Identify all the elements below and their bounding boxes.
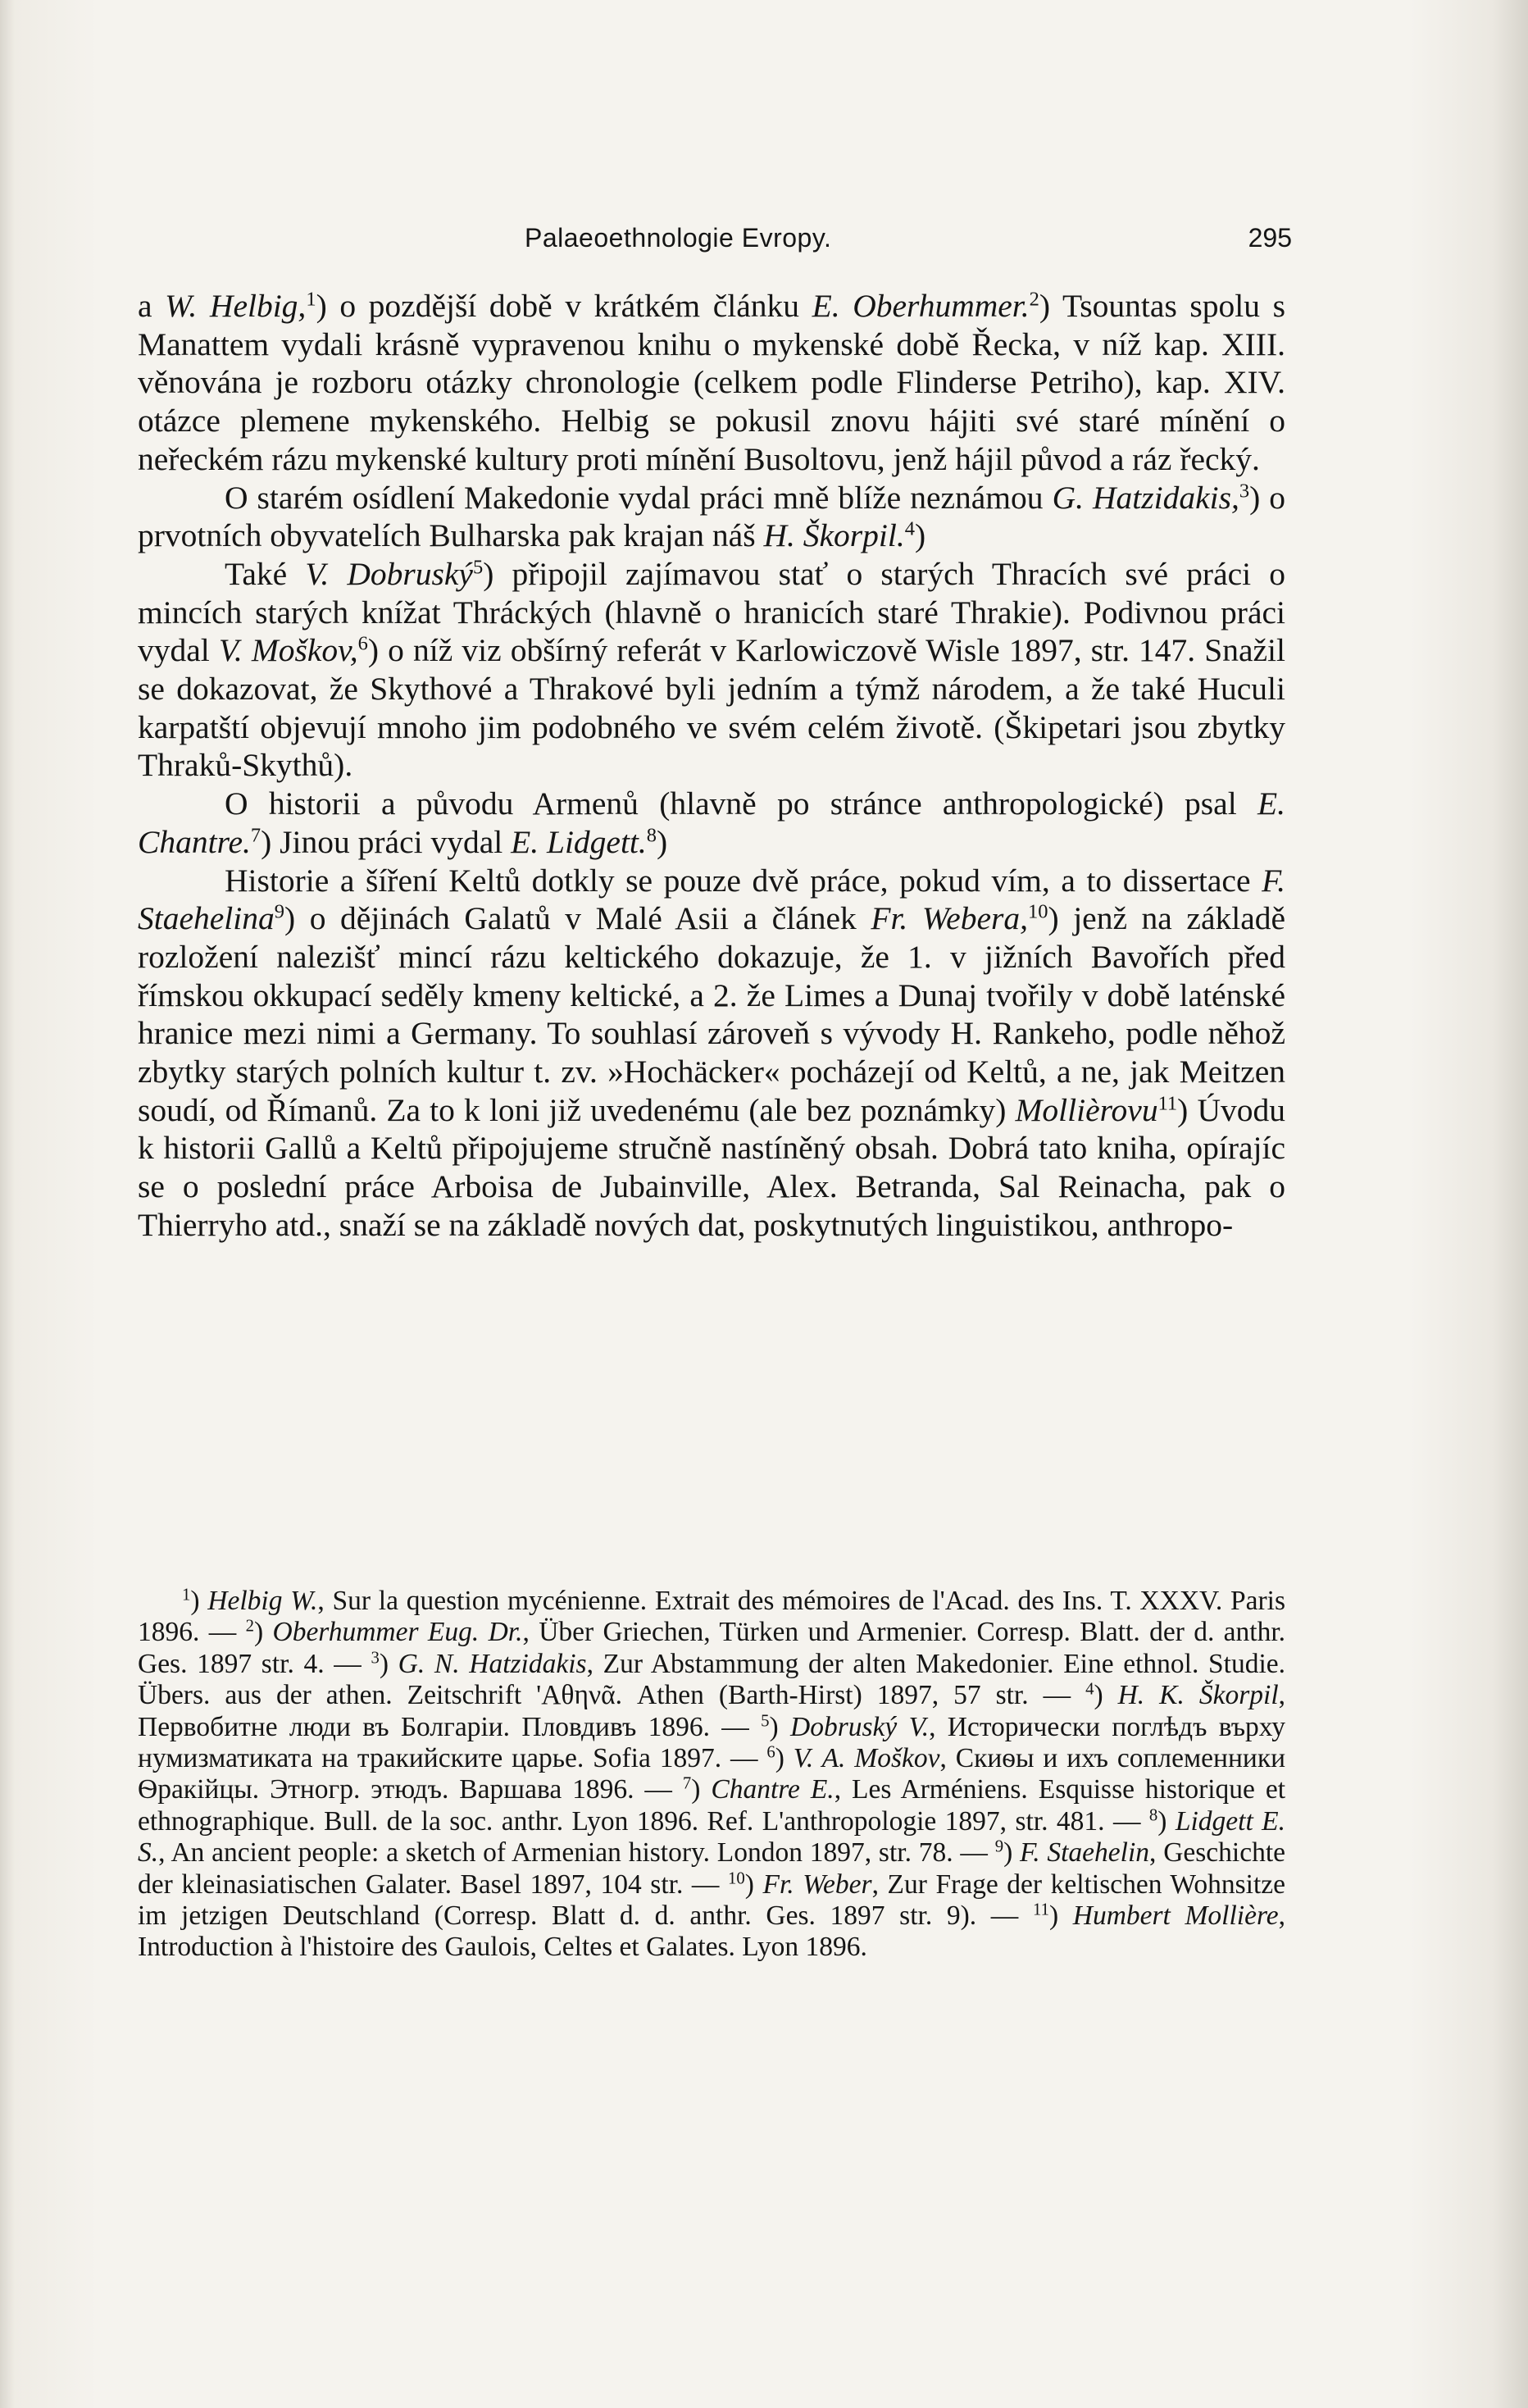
author-name: W. Helbig,	[165, 288, 307, 324]
running-header	[131, 223, 1303, 261]
footnote-number: 2	[245, 1616, 254, 1636]
footnote-number: 6	[766, 1742, 775, 1762]
footnote-author: Lidgett E. S.	[138, 1805, 1286, 1869]
body-text	[138, 287, 1285, 1245]
author-name: Mollièrovu	[1015, 1091, 1158, 1128]
footnote-number: 11	[1032, 1900, 1049, 1919]
footnote-number: 9	[994, 1837, 1004, 1856]
footnote-author: G. N. Hatzidakis	[398, 1648, 587, 1679]
author-name: E. Lidgett.	[511, 823, 647, 860]
footnote-ref: 1	[306, 288, 316, 311]
footnote-author: Dobruský V.	[790, 1711, 930, 1742]
footnote-number: 1	[182, 1585, 191, 1605]
footnote-ref: 2	[1029, 288, 1039, 311]
paragraph-5: Historie a šíření Keltů dotkly se pouze dvě práce, pokud vím, a to dissertace F. Staehelina$^9$) o dějinách Galatů v Malé Asii a článek Fr. Webera,$^{10}$) jenž na základě rozložení nalezišť mincí rázu keltického dokazuje, že 1. v jižních Bavořích před římskou okkupací seděly kmeny keltické, a 2. že Limes a Dunaj tvořily v době laténské hranice mezi nimi a Germany. To souhlasí zároveň s vývody H. Rankeho, podle něhož zbytky starých polních kultur t. zv. »Hochäcker« pocházejí od Keltů, a ne, jak Meitzen soudí, od Římanů. Za to k loni již uvedenému (ale bez poznámky) Mollièrovu$^{11}$) Úvodu k historii Gallů a Keltů připojujeme stručně nastíněný obsah. Dobrá tato kniha, opírajíc se o poslední práce Arboisa de Jubainville, Alex. Betranda, Sal Reinacha, pak o Thierryho atd., snaží se na základě nových dat, poskytnutých linguistikou, anthropo-	[138, 862, 1286, 1243]
footnote-number: 10	[727, 1869, 745, 1888]
footnote-author: Fr. Weber	[762, 1869, 872, 1900]
paragraph-3: Také V. Dobruský$^5$) připojil zajímavou stať o starých Thracích své práci o mincích starých knížat Thráckých (hlavně o hranicích staré Thrakie). Podivnou práci vydal V. Moškov,$^6$) o níž viz obšírný referát v Karlowiczově Wisle 1897, str. 147. Snažil se dokazovat, že Skythové a Thrakové byli jedním a týmž národem, a že také Huculi karpatští objevují mnoho jim podobného ve svém celém životě. (Škipetari jsou zbytky Thraků-Skythů).	[138, 555, 1286, 784]
author-name: F. Staehelina	[138, 862, 1285, 937]
author-name: H. Škorpil.	[763, 517, 905, 554]
author-name: G. Hatzidakis,	[1052, 479, 1239, 516]
paragraph-2: O starém osídlení Makedonie vydal práci mně blíže neznámou G. Hatzidakis,$^3$) o prvotních obyvatelích Bulharska pak krajan náš H. Škorpil.$^4$)	[138, 479, 1286, 554]
footnote-author: Helbig W.	[207, 1586, 318, 1616]
footnote-ref: 4	[904, 517, 915, 540]
author-name: V. Dobruský	[305, 555, 473, 592]
footnote-ref: 7	[250, 824, 261, 847]
footnote-author: F. Staehelin	[1020, 1837, 1150, 1869]
running-title: Palaeoethnologie Evropy.	[525, 223, 832, 253]
footnote-ref: 11	[1157, 1092, 1178, 1115]
footnote-ref: 8	[646, 824, 657, 847]
footnote-block: $^1$) Helbig W., Sur la question mycénienne. Extrait des mémoires de l'Acad. des Ins. T. XXXV. Paris 1896. — $^2$) Oberhummer Eug. Dr., Über Griechen, Türken und Armenier. Corresp. Blatt. der d. anthr. Ges. 1897 str. 4. — $^3$) G. N. Hatzidakis, Zur Abstammung der alten Makedonier. Eine ethnol. Studie. Übers. aus der athen. Zeitschrift 'Αθηνᾶ. Athen (Barth-Hirst) 1897, 57 str. — $^4$) H. K. Škorpil, Первобитне люди въ Болгарiи. Пловдивъ 1896. — $^5$) Dobruský V., Исторически поглѣдъ върху нумизматиката на тракийските царье. Sofia 1897. — $^6$) V. A. Moškov, Скиѳы и ихъ соплеменники Ѳракiйцы. Этногр. этюдъ. Варшава 1896. — $^7$) Chantre E., Les Arméniens. Esquisse historique et ethnographique. Bull. de la soc. anthr. Lyon 1896. Ref. L'anthropologie 1897, str. 481. — $^8$) Lidgett E. S., An ancient people: a sketch of Armenian history. London 1897, str. 78. — $^9$) F. Staehelin, Geschichte der kleinasiatischen Galater. Basel 1897, 104 str. — $^{10}$) Fr. Weber, Zur Frage der keltischen Wohnsitze im jetzigen Deutschland (Corresp. Blatt d. d. anthr. Ges. 1897 str. 9). — $^{11}$) Humbert Mollière, Introduction à l'histoire des Gaulois, Celtes et Galates. Lyon 1896.	[138, 1585, 1286, 1963]
author-name: V. Moškov,	[218, 632, 358, 669]
page-number: 295	[1248, 223, 1292, 253]
footnote-author: H. K. Škorpil	[1117, 1680, 1279, 1711]
footnote-number: 8	[1148, 1805, 1158, 1825]
footnote-ref: 10	[1027, 900, 1048, 923]
footnote-author: Humbert Mollière	[1072, 1900, 1279, 1932]
footnote-number: 3	[371, 1648, 380, 1668]
footnote-ref: 3	[1239, 480, 1250, 503]
footnote-ref: 6	[357, 632, 368, 655]
paragraph-1: a W. Helbig,$^1$) o pozdější době v krátkém článku E. Oberhummer.$^2$) Tsountas spolu s Manattem vydali krásně vypravenou knihu o mykenské době Řecka, v níž kap. XIII. věnována je rozboru otázky chronologie (celkem podle Flinderse Petriho), kap. XIV. otázce plemene mykenského. Helbig se pokusil znovu hájiti své staré mínění o neřeckém rázu mykenské kultury proti mínění Busoltovu, jenž hájil původ a ráz řecký.	[138, 288, 1285, 477]
footnotes	[138, 1586, 1285, 1964]
footnote-author: Oberhummer Eug. Dr.	[272, 1617, 523, 1648]
footnote-number: 4	[1085, 1679, 1094, 1699]
footnote-author: Chantre E.	[711, 1774, 834, 1805]
author-name: E. Oberhummer.	[812, 288, 1030, 324]
author-name: E. Chantre.	[138, 785, 1285, 860]
paragraph-4: O historii a původu Armenů (hlavně po stránce anthropologické) psal E. Chantre.$^7$) Jinou práci vydal E. Lidgett.$^8$)	[138, 785, 1285, 860]
author-name: Fr. Webera,	[871, 900, 1028, 937]
footnote-ref: 9	[274, 900, 284, 923]
footnote-ref: 5	[472, 556, 484, 579]
footnote-number: 7	[682, 1774, 692, 1794]
footnote-author: V. A. Moškov	[793, 1743, 940, 1774]
footnote-number: 5	[761, 1711, 770, 1731]
